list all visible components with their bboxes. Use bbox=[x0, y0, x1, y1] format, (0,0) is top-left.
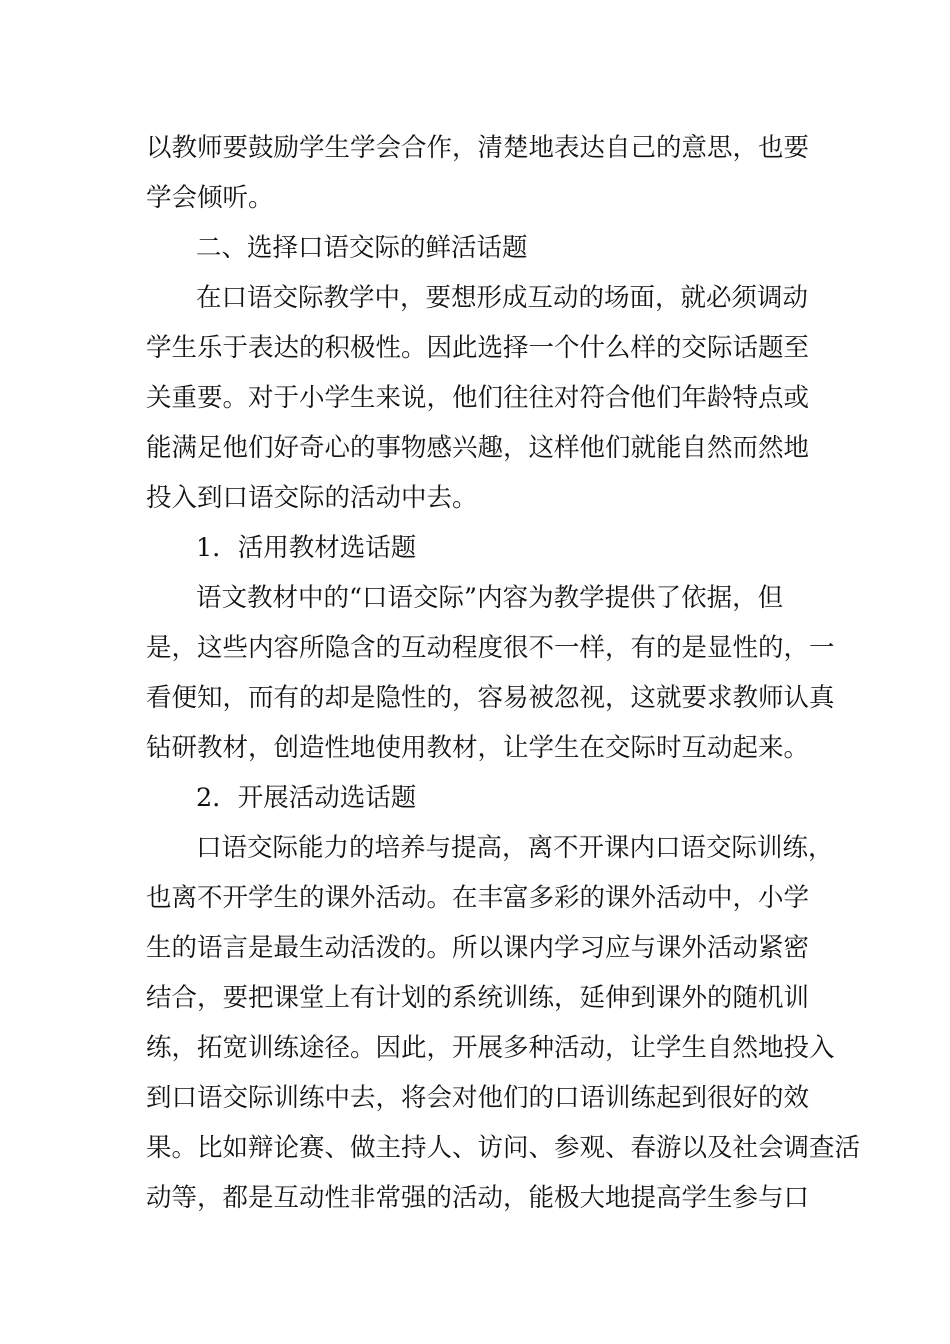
text-line: 生的语言是最生动活泼的。所以课内学习应与课外活动紧密 bbox=[146, 933, 810, 963]
text-line: 也离不开学生的课外活动。在丰富多彩的课外活动中，小学 bbox=[146, 883, 810, 913]
text-line: 练，拓宽训练途径。因此，开展多种活动，让学生自然地投入 bbox=[146, 1033, 835, 1063]
text-line: 以教师要鼓励学生学会合作，清楚地表达自己的意思，也要 bbox=[146, 133, 810, 163]
text-line: 能满足他们好奇心的事物感兴趣，这样他们就能自然而然地 bbox=[146, 433, 810, 463]
text-line: 在口语交际教学中，要想形成互动的场面，就必须调动 bbox=[196, 283, 809, 313]
text-line: 学会倾听。 bbox=[146, 183, 274, 213]
section-heading: 二、选择口语交际的鲜活话题 bbox=[196, 233, 528, 263]
subsection-heading: 1．活用教材选话题 bbox=[196, 533, 417, 563]
text-line: 果。比如辩论赛、做主持人、访问、参观、春游以及社会调查活 bbox=[146, 1133, 861, 1163]
text-line: 到口语交际训练中去，将会对他们的口语训练起到很好的效 bbox=[146, 1083, 810, 1113]
text-line: 学生乐于表达的积极性。因此选择一个什么样的交际话题至 bbox=[146, 333, 810, 363]
text-line: 结合，要把课堂上有计划的系统训练，延伸到课外的随机训 bbox=[146, 983, 810, 1013]
text-line: 关重要。对于小学生来说，他们往往对符合他们年龄特点或 bbox=[146, 383, 810, 413]
text-line: 动等，都是互动性非常强的活动，能极大地提高学生参与口 bbox=[146, 1183, 810, 1213]
text-line: 看便知，而有的却是隐性的，容易被忽视，这就要求教师认真 bbox=[146, 683, 835, 713]
text-line: 口语交际能力的培养与提高，离不开课内口语交际训练， bbox=[196, 833, 834, 863]
text-line: 钻研教材，创造性地使用教材，让学生在交际时互动起来。 bbox=[146, 733, 810, 763]
text-line: 是，这些内容所隐含的互动程度很不一样，有的是显性的，一 bbox=[146, 633, 835, 663]
text-line: 语文教材中的“口语交际”内容为教学提供了依据，但 bbox=[196, 583, 784, 613]
subsection-heading: 2．开展活动选话题 bbox=[196, 783, 417, 813]
text-line: 投入到口语交际的活动中去。 bbox=[146, 483, 478, 513]
